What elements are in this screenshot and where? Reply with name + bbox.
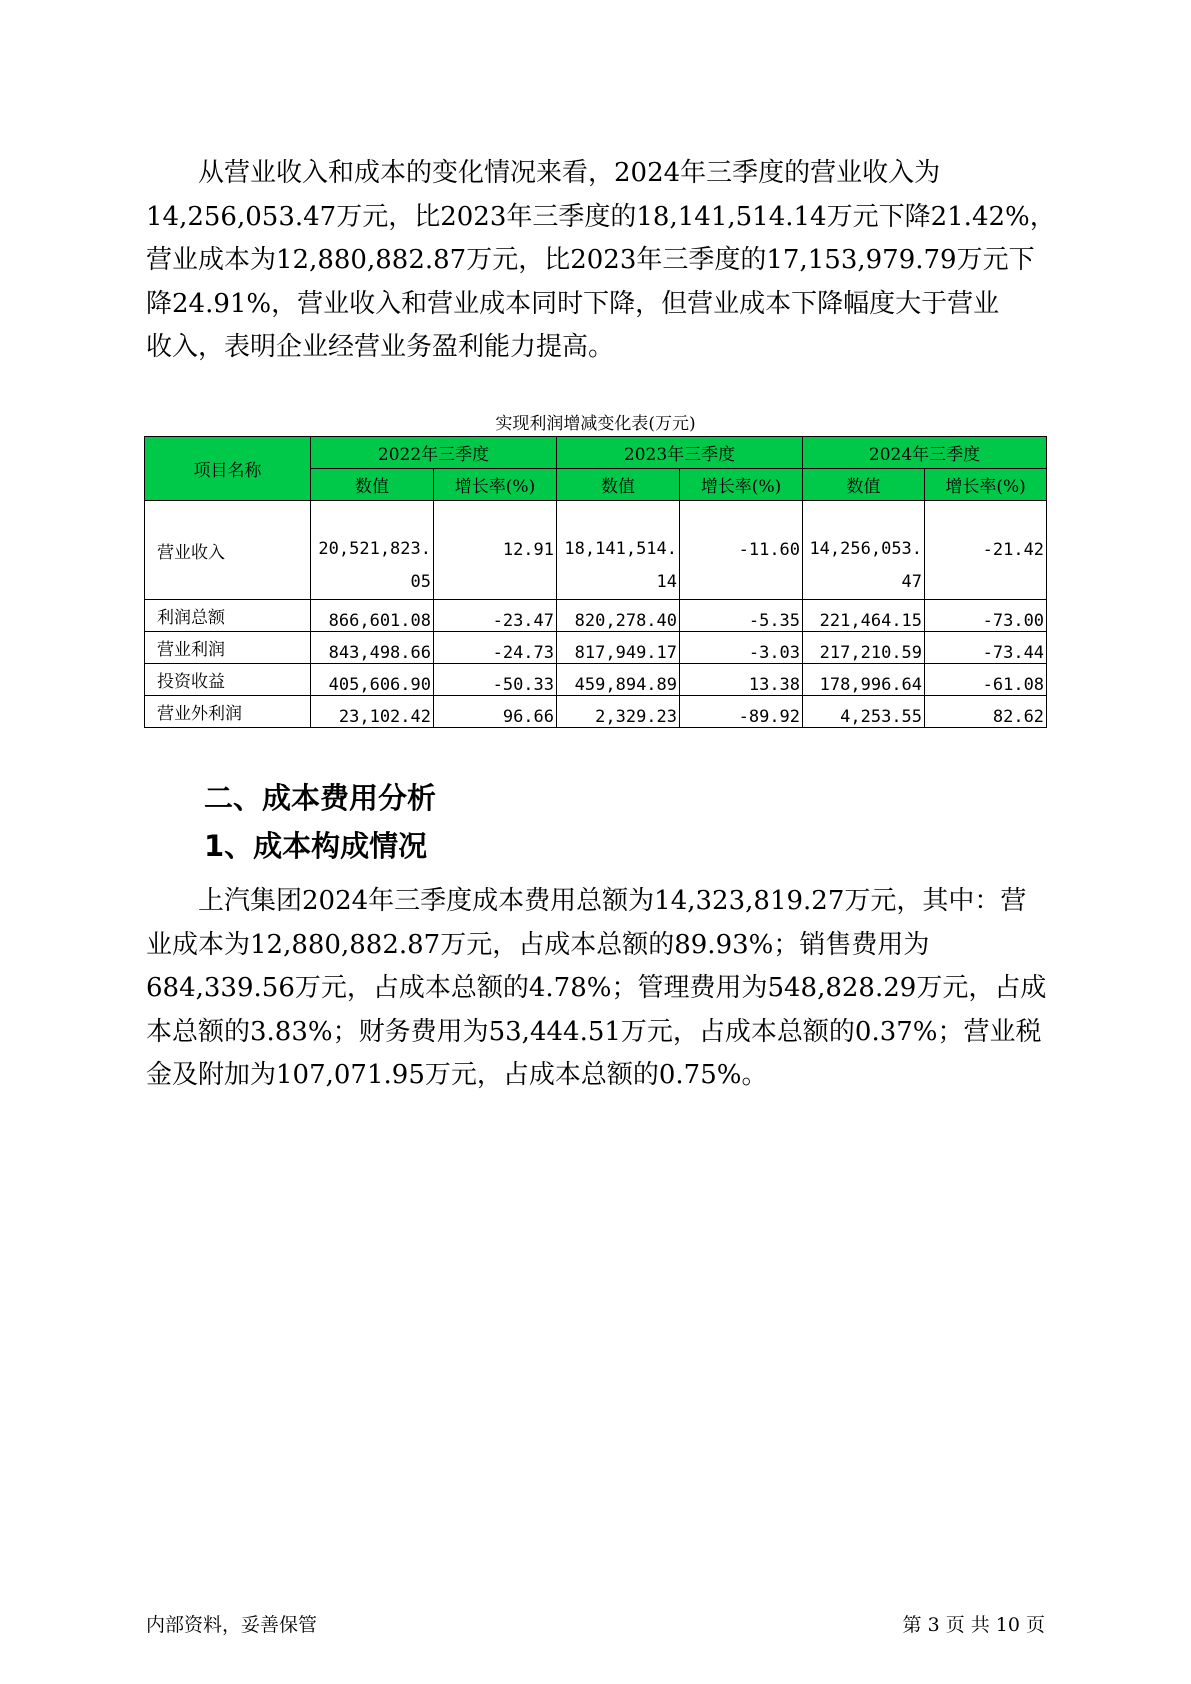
paragraph-line: 营业成本为12,880,882.87万元，比2023年三季度的17,153,979.79万元下: [146, 245, 1035, 275]
period-header: 2023年三季度: [557, 437, 803, 469]
table-cell: -3.03: [680, 632, 803, 664]
profit-change-table: [144, 436, 1047, 728]
table-cell: 217,210.59: [803, 632, 925, 664]
table-cell: 96.66: [434, 696, 557, 728]
paragraph-line: 从营业收入和成本的变化情况来看，2024年三季度的营业收入为: [198, 158, 941, 188]
value-header: 数值: [311, 469, 434, 501]
table-cell: -50.33: [434, 664, 557, 696]
table-cell: 23,102.42: [311, 696, 434, 728]
item-name-header: 项目名称: [145, 437, 311, 501]
table-row: [145, 501, 1047, 600]
table-cell: 13.38: [680, 664, 803, 696]
row-name: 营业利润: [145, 632, 311, 664]
table-cell: 459,894.89: [557, 664, 680, 696]
table-cell: 405,606.90: [311, 664, 434, 696]
paragraph-line: 收入，表明企业经营业务盈利能力提高。: [146, 332, 615, 362]
table-row: [145, 600, 1047, 632]
paragraph-line: 684,339.56万元，占成本总额的4.78%；管理费用为548,828.29万元，占成: [146, 973, 1047, 1003]
row-name: 营业外利润: [145, 696, 311, 728]
intro-paragraph: [146, 152, 1056, 370]
table-cell: 18,141,514.14: [557, 501, 680, 600]
row-name: 投资收益: [145, 664, 311, 696]
growth-rate-header: 增长率(%): [434, 469, 557, 501]
table-cell: -24.73: [434, 632, 557, 664]
cost-paragraph: [146, 880, 1046, 1098]
table-row: [145, 664, 1047, 696]
footer-page-number: 第 3 页 共 10 页: [902, 1614, 1045, 1636]
table-cell: -73.00: [925, 600, 1047, 632]
table-cell: 820,278.40: [557, 600, 680, 632]
table-cell: -61.08: [925, 664, 1047, 696]
paragraph-line: 本总额的3.83%；财务费用为53,444.51万元，占成本总额的0.37%；营业税: [146, 1016, 1042, 1047]
table-cell: 20,521,823.05: [311, 501, 434, 600]
table-cell: 14,256,053.47: [803, 501, 925, 600]
row-name: 营业收入: [145, 501, 311, 600]
table-cell: 12.91: [434, 501, 557, 600]
table-cell: -23.47: [434, 600, 557, 632]
table-cell: -5.35: [680, 600, 803, 632]
table-cell: 221,464.15: [803, 600, 925, 632]
paragraph-line: 业成本为12,880,882.87万元，占成本总额的89.93%；销售费用为: [146, 929, 930, 960]
table-cell: 82.62: [925, 696, 1047, 728]
paragraph-line: 降24.91%，营业收入和营业成本同时下降，但营业成本下降幅度大于营业: [146, 288, 1000, 319]
table-row: [145, 632, 1047, 664]
paragraph-line: 上汽集团2024年三季度成本费用总额为14,323,819.27万元，其中：营: [198, 886, 1027, 916]
table-cell: -21.42: [925, 501, 1047, 600]
section-heading: 二、成本费用分析: [204, 781, 437, 815]
value-header: 数值: [803, 469, 925, 501]
table-cell: -73.44: [925, 632, 1047, 664]
period-header: 2024年三季度: [803, 437, 1047, 469]
table-cell: -89.92: [680, 696, 803, 728]
growth-rate-header: 增长率(%): [925, 469, 1047, 501]
growth-rate-header: 增长率(%): [680, 469, 803, 501]
row-name: 利润总额: [145, 600, 311, 632]
table-row: [145, 696, 1047, 728]
period-header: 2022年三季度: [311, 437, 557, 469]
table-cell: 4,253.55: [803, 696, 925, 728]
table-caption: 实现利润增减变化表(万元): [495, 414, 696, 434]
table-header-row: [145, 437, 1047, 469]
table-cell: 843,498.66: [311, 632, 434, 664]
subsection-heading: 1、成本构成情况: [204, 829, 428, 863]
table-cell: -11.60: [680, 501, 803, 600]
value-header: 数值: [557, 469, 680, 501]
table-cell: 866,601.08: [311, 600, 434, 632]
table-cell: 817,949.17: [557, 632, 680, 664]
paragraph-line: 金及附加为107,071.95万元，占成本总额的0.75%。: [146, 1060, 768, 1090]
table-cell: 2,329.23: [557, 696, 680, 728]
table-cell: 178,996.64: [803, 664, 925, 696]
footer-confidential-note: 内部资料，妥善保管: [146, 1614, 318, 1636]
paragraph-line: 14,256,053.47万元，比2023年三季度的18,141,514.14万元下降21.42%，: [146, 201, 1056, 232]
